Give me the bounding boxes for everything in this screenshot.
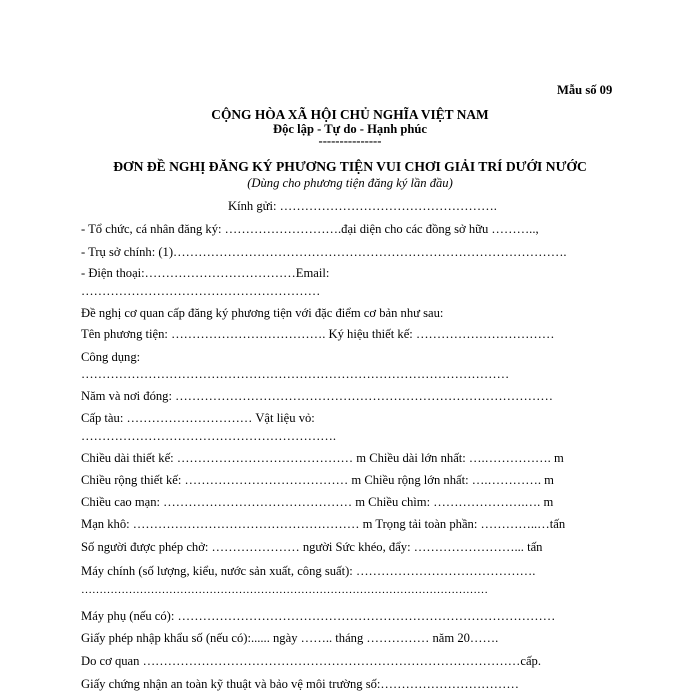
depth-draught-line: Chiều cao mạn: ……………………………………… m Chiều chìm: ………………….…. m [81, 495, 554, 509]
form-number: Mẫu số 09 [557, 83, 613, 97]
main-engine-fill-line: ………………………………………………………………………………………………… [81, 584, 488, 596]
freeboard-deadweight-line: Mạn khô: ……………………………………………… m Trọng tải toàn phần: …………..…tấn [81, 517, 566, 531]
passenger-capacity-line: Số người được phép chở: ………………… người Sức khéo, đẩy: ……………………... tấn [81, 540, 543, 554]
class-material-line: Cấp tàu: ………………………… Vật liệu vỏ: [81, 411, 315, 425]
header-rule: --------------- [318, 134, 382, 148]
registrant-line: - Tổ chức, cá nhân đăng ký: ……………………….đại diện cho các đồng sở hữu ……….., [81, 222, 539, 236]
import-license-line: Giấy phép nhập khẩu số (nếu có):...... ngày …….. tháng …………… năm 20……. [81, 631, 499, 645]
head-office-line: - Trụ sở chính: (1)…………………………………………………………………………………. [81, 245, 567, 259]
vessel-name-line: Tên phương tiện: ………………………………. Ký hiệu thiết kế: …………………………… [81, 327, 555, 341]
issuing-agency-line: Do cơ quan ………………………………………………………………………………cấp. [81, 654, 542, 668]
main-engine-line: Máy chính (số lượng, kiểu, nước sản xuất, công suất): ……………………………………. [81, 564, 536, 578]
material-fill-line: ……………………………………………………. [81, 429, 337, 443]
recipient-line: Kính gửi: ……………………………………………. [228, 199, 497, 213]
length-line: Chiều dài thiết kế: …………………………………… m Chiều dài lớn nhất: ….……………. m [81, 451, 564, 465]
request-intro-line: Đề nghị cơ quan cấp đăng ký phương tiện với đặc điểm cơ bản như sau: [81, 306, 444, 320]
safety-certificate-line: Giấy chứng nhận an toàn kỹ thuật và bảo vệ môi trường số:…………………………… [81, 677, 519, 691]
purpose-label: Công dụng: [81, 350, 141, 364]
national-motto: Độc lập - Tự do - Hạnh phúc [273, 122, 427, 136]
country-name: CỘNG HÒA XÃ HỘI CHỦ NGHĨA VIỆT NAM [211, 107, 489, 122]
auxiliary-engine-line: Máy phụ (nếu có): ……………………………………………………………………………… [81, 609, 556, 623]
purpose-fill-line: ………………………………………………………………………………………… [81, 367, 510, 381]
form-title: ĐƠN ĐỀ NGHỊ ĐĂNG KÝ PHƯƠNG TIỆN VUI CHƠI GIẢI TRÍ DƯỚI NƯỚC [113, 159, 587, 174]
form-subtitle: (Dùng cho phương tiện đăng ký lần đầu) [247, 176, 453, 190]
email-fill-line: ………………………………………………… [81, 284, 321, 298]
breadth-line: Chiều rộng thiết kế: ………………………………… m Chiều rộng lớn nhất: ….…………. m [81, 473, 554, 487]
phone-email-line: - Điện thoại:………………………………Email: [81, 266, 330, 280]
build-year-place-line: Năm và nơi đóng: ……………………………………………………………………………… [81, 389, 553, 403]
